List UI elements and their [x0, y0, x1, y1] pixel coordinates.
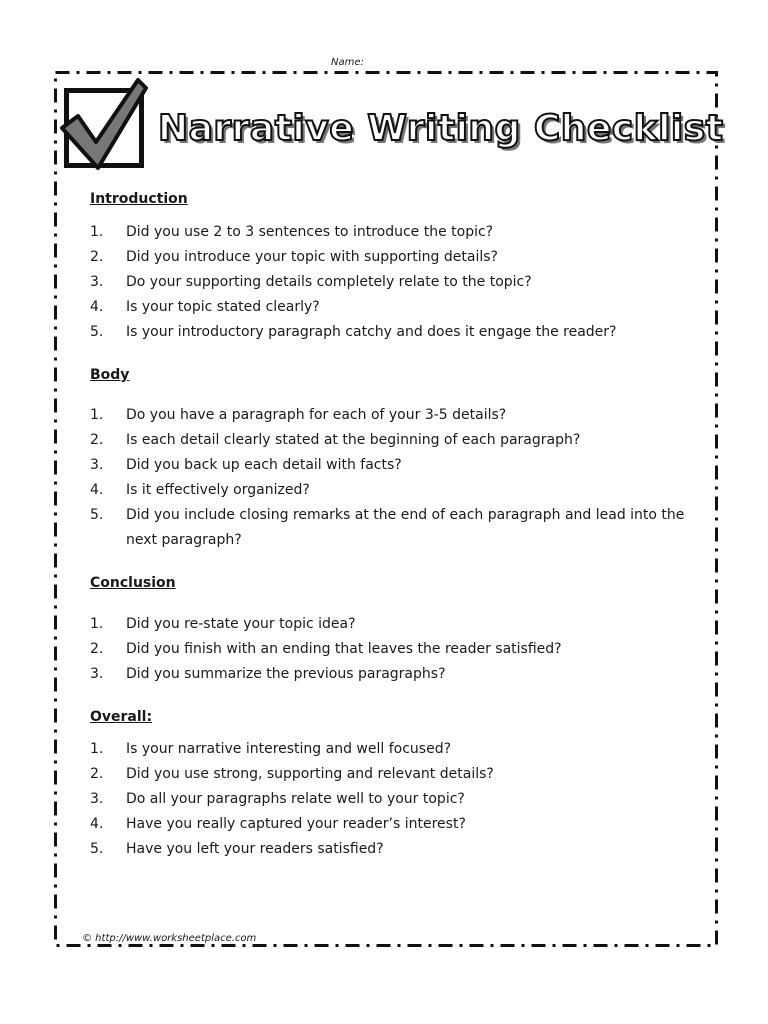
- item-text: Do your supporting details completely relate to the topic?: [126, 274, 532, 290]
- overall-list: [90, 737, 700, 862]
- item-text: Did you use 2 to 3 sentences to introduce the topic?: [126, 224, 494, 240]
- item-text: Is your introductory paragraph catchy and does it engage the reader?: [126, 324, 617, 340]
- list-item: [90, 428, 700, 453]
- introduction-list: [90, 220, 700, 345]
- footer-copyright: © http://www.worksheetplace.com: [82, 933, 257, 944]
- item-text: Did you include closing remarks at the end of each paragraph and lead into the next paragraph?: [126, 507, 685, 548]
- item-number: 1.: [90, 741, 104, 757]
- item-text: Did you finish with an ending that leaves the reader satisfied?: [126, 641, 562, 657]
- item-text: Did you use strong, supporting and relevant details?: [126, 766, 494, 782]
- item-number: 2.: [90, 766, 104, 782]
- list-item: [90, 787, 700, 812]
- item-number: 2.: [90, 249, 104, 265]
- list-item: [90, 837, 700, 862]
- list-item: [90, 320, 700, 345]
- item-number: 5.: [90, 841, 104, 857]
- list-item: [90, 478, 700, 503]
- list-item: [90, 612, 700, 637]
- item-number: 1.: [90, 407, 104, 423]
- item-text: Is your topic stated clearly?: [126, 299, 320, 315]
- item-number: 2.: [90, 641, 104, 657]
- list-item: [90, 762, 700, 787]
- item-text: Do all your paragraphs relate well to your topic?: [126, 791, 465, 807]
- list-item: [90, 220, 700, 245]
- section-title-conclusion: Conclusion: [90, 575, 176, 591]
- item-number: 4.: [90, 299, 104, 315]
- item-text: Do you have a paragraph for each of your 3-5 details?: [126, 407, 507, 423]
- item-number: 1.: [90, 616, 104, 632]
- list-item: [90, 503, 700, 553]
- item-number: 3.: [90, 666, 104, 682]
- item-number: 2.: [90, 432, 104, 448]
- item-text: Is each detail clearly stated at the beginning of each paragraph?: [126, 432, 581, 448]
- item-text: Is your narrative interesting and well focused?: [126, 741, 452, 757]
- item-number: 5.: [90, 507, 104, 523]
- item-number: 3.: [90, 274, 104, 290]
- section-title-introduction: Introduction: [90, 191, 188, 207]
- page-title: Narrative Writing Checklist: [158, 108, 724, 149]
- conclusion-list: [90, 612, 700, 687]
- item-text: Did you back up each detail with facts?: [126, 457, 402, 473]
- item-number: 4.: [90, 482, 104, 498]
- item-text: Did you summarize the previous paragraphs?: [126, 666, 446, 682]
- list-item: [90, 403, 700, 428]
- item-text: Have you left your readers satisfied?: [126, 841, 384, 857]
- item-text: Is it effectively organized?: [126, 482, 310, 498]
- item-text: Did you re-state your topic idea?: [126, 616, 356, 632]
- name-label: Name:: [331, 57, 364, 68]
- item-text: Did you introduce your topic with supporting details?: [126, 249, 498, 265]
- item-text: Have you really captured your reader’s interest?: [126, 816, 466, 832]
- item-number: 1.: [90, 224, 104, 240]
- list-item: [90, 662, 700, 687]
- item-number: 3.: [90, 457, 104, 473]
- item-number: 4.: [90, 816, 104, 832]
- section-title-overall: Overall:: [90, 709, 153, 725]
- list-item: [90, 737, 700, 762]
- list-item: [90, 812, 700, 837]
- item-number: 3.: [90, 791, 104, 807]
- list-item: [90, 295, 700, 320]
- checkmark-icon: [58, 76, 150, 174]
- body-list: [90, 403, 700, 553]
- list-item: [90, 270, 700, 295]
- section-title-body: Body: [90, 367, 130, 383]
- list-item: [90, 245, 700, 270]
- list-item: [90, 637, 700, 662]
- item-number: 5.: [90, 324, 104, 340]
- list-item: [90, 453, 700, 478]
